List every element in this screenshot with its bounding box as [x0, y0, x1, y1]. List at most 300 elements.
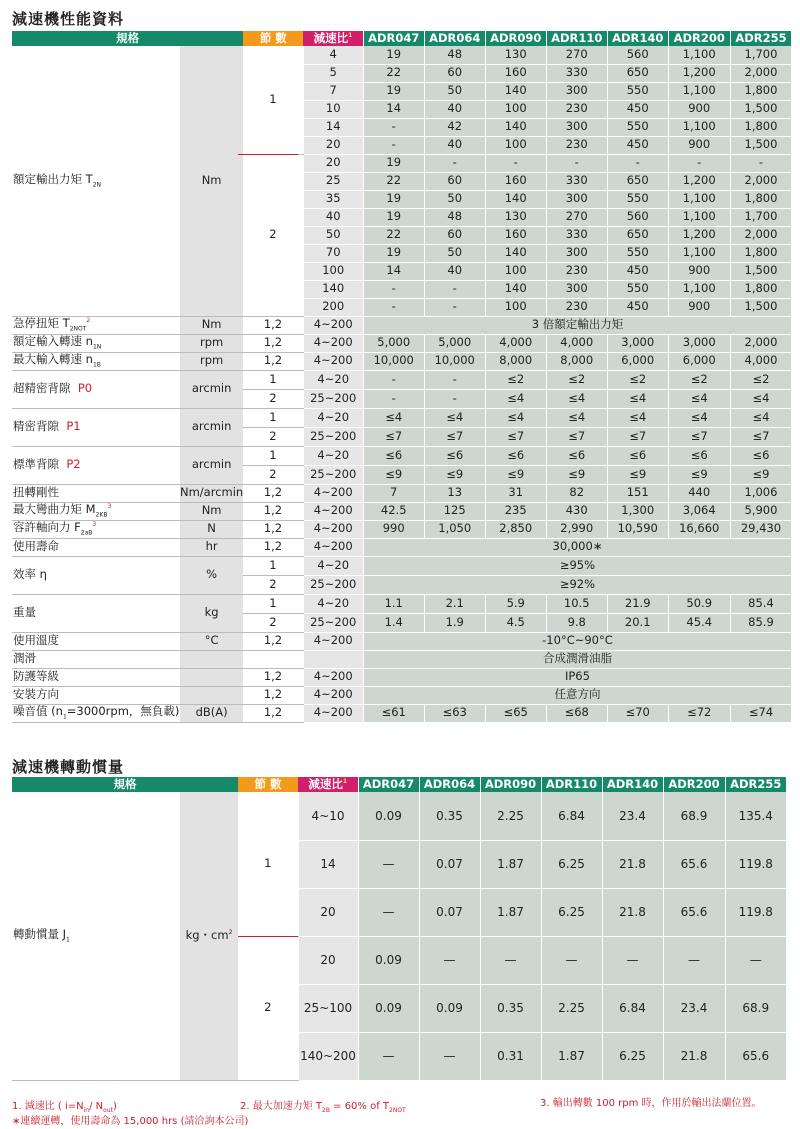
value-cell: 100 — [485, 298, 546, 316]
value-cell: 10.5 — [546, 594, 607, 613]
value-cell: — — [358, 1032, 419, 1080]
value-cell: 100 — [485, 262, 546, 280]
value-cell: 60 — [424, 64, 485, 82]
value-cell: 2,990 — [546, 520, 607, 538]
max_speed-ratio: 4~200 — [303, 352, 363, 370]
rated_speed-stage: 1,2 — [243, 334, 303, 352]
value-cell: 300 — [546, 280, 607, 298]
value-cell: 16,660 — [668, 520, 730, 538]
ratio-cell: 200 — [303, 298, 363, 316]
value-cell: 50.9 — [668, 594, 730, 613]
value-cell: 119.8 — [725, 840, 786, 888]
table-row — [12, 334, 791, 352]
estop-ratio: 4~200 — [303, 316, 363, 334]
value-cell: 42 — [424, 118, 485, 136]
ratio-cell: 20 — [298, 936, 358, 984]
value-cell: 330 — [546, 226, 607, 244]
ip-value: IP65 — [363, 668, 791, 686]
value-cell: 550 — [607, 244, 668, 262]
value-cell: ≤4 — [730, 389, 791, 408]
life-value: 30,000∗ — [363, 538, 791, 556]
value-cell: ≤68 — [546, 704, 607, 722]
value-cell: 160 — [485, 64, 546, 82]
value-cell: 1,200 — [668, 226, 730, 244]
footnote-4: ∗連續運轉，使用壽命為 15,000 hrs (請洽詢本公司) — [12, 1116, 249, 1127]
value-cell: 21.8 — [602, 840, 663, 888]
ratio-cell: 100 — [303, 262, 363, 280]
value-cell: 85.4 — [730, 594, 791, 613]
value-cell: 6.25 — [602, 1032, 663, 1080]
estop-unit: Nm — [180, 316, 243, 334]
value-cell: 1.87 — [480, 888, 541, 936]
value-cell: ≤4 — [424, 408, 485, 427]
stage-1: 1 — [243, 46, 303, 154]
value-cell: 23.4 — [602, 792, 663, 840]
footnote-1: 1. 減速比 ( $i=N_{in}/$ $N_{out}$) — [12, 1101, 117, 1114]
ratio-cell: 25~200 — [303, 427, 363, 446]
table-row — [12, 632, 791, 650]
value-cell: 1,006 — [730, 484, 791, 502]
header-model: ADR047 — [363, 31, 424, 46]
stage-cell: 2 — [243, 389, 303, 408]
value-cell: — — [480, 936, 541, 984]
value-cell: — — [663, 936, 725, 984]
bending-unit: Nm — [180, 502, 243, 520]
header-model: ADR140 — [607, 31, 668, 46]
value-cell: ≤2 — [730, 370, 791, 389]
value-cell: 100 — [485, 136, 546, 154]
value-cell: 8,000 — [546, 352, 607, 370]
axial-ratio: 4~200 — [303, 520, 363, 538]
value-cell: - — [424, 154, 485, 172]
value-cell: - — [363, 280, 424, 298]
table-row — [12, 316, 791, 334]
value-cell: 1,800 — [730, 82, 791, 100]
ratio-cell: 4~20 — [303, 370, 363, 389]
value-cell: ≤4 — [730, 408, 791, 427]
header-row — [12, 31, 791, 46]
value-cell: 50 — [424, 82, 485, 100]
value-cell: 0.07 — [419, 840, 480, 888]
value-cell: 900 — [668, 262, 730, 280]
eff-value: ≥92% — [363, 575, 791, 594]
table-row — [12, 446, 791, 465]
ratio-cell: 25~200 — [303, 575, 363, 594]
table-row — [12, 556, 791, 575]
value-cell: 6,000 — [607, 352, 668, 370]
header-stage: 節 數 — [238, 777, 298, 792]
value-cell: 1,500 — [730, 136, 791, 154]
rated-torque-label: 額定輸出力矩 $T_{2N}$ — [12, 46, 180, 316]
value-cell: 19 — [363, 46, 424, 64]
value-cell: ≤6 — [485, 446, 546, 465]
value-cell: 230 — [546, 100, 607, 118]
table-row — [12, 408, 791, 427]
value-cell: ≤6 — [424, 446, 485, 465]
value-cell: 300 — [546, 118, 607, 136]
value-cell: 330 — [546, 64, 607, 82]
life-ratio: 4~200 — [303, 538, 363, 556]
temp-stage: 1,2 — [243, 632, 303, 650]
value-cell: 1,500 — [730, 262, 791, 280]
axial-label: 容許軸向力 $F_{2aB}^3$ — [12, 520, 180, 538]
value-cell: 1,800 — [730, 118, 791, 136]
header-model: ADR047 — [358, 777, 419, 792]
noise-unit: dB(A) — [180, 704, 243, 722]
value-cell: 23.4 — [663, 984, 725, 1032]
stage-cell: 1 — [243, 594, 303, 613]
value-cell: 1,500 — [730, 298, 791, 316]
ratio-cell: 50 — [303, 226, 363, 244]
eff-label: 效率 η — [12, 556, 180, 594]
value-cell: ≤4 — [607, 408, 668, 427]
value-cell: 2.25 — [480, 792, 541, 840]
value-cell: 48 — [424, 208, 485, 226]
ratio-cell: 20 — [303, 136, 363, 154]
estop-value: 3 倍額定輸出力矩 — [363, 316, 791, 334]
value-cell: - — [363, 118, 424, 136]
value-cell: ≤4 — [607, 389, 668, 408]
table-row — [12, 352, 791, 370]
value-cell: 1,200 — [668, 64, 730, 82]
ratio-cell: 14 — [303, 118, 363, 136]
ip-ratio: 4~200 — [303, 668, 363, 686]
value-cell: 1,700 — [730, 208, 791, 226]
value-cell: 40 — [424, 100, 485, 118]
ratio-cell: 35 — [303, 190, 363, 208]
value-cell: — — [358, 840, 419, 888]
value-cell: 160 — [485, 226, 546, 244]
mount-unit — [180, 686, 243, 704]
eff-unit: % — [180, 556, 243, 594]
stage-cell: 1 — [243, 556, 303, 575]
value-cell: 0.35 — [480, 984, 541, 1032]
value-cell: 0.07 — [419, 888, 480, 936]
value-cell: 2,000 — [730, 334, 791, 352]
value-cell: ≤6 — [607, 446, 668, 465]
value-cell: 300 — [546, 244, 607, 262]
value-cell: - — [363, 298, 424, 316]
value-cell: 2,850 — [485, 520, 546, 538]
value-cell: ≤7 — [485, 427, 546, 446]
value-cell: 1,800 — [730, 280, 791, 298]
max_speed-label: 最大輸入轉速 $n_{1B}$ — [12, 352, 180, 370]
value-cell: 1,100 — [668, 118, 730, 136]
value-cell: 0.35 — [419, 792, 480, 840]
value-cell: ≤9 — [363, 465, 424, 484]
value-cell: - — [424, 389, 485, 408]
value-cell: 100 — [485, 100, 546, 118]
ratio-cell: 25~100 — [298, 984, 358, 1032]
table-row — [12, 502, 791, 520]
value-cell: 65.6 — [725, 1032, 786, 1080]
value-cell: 1,500 — [730, 100, 791, 118]
ratio-cell: 20 — [303, 154, 363, 172]
value-cell: 65.6 — [663, 840, 725, 888]
value-cell: 550 — [607, 82, 668, 100]
value-cell: 1,100 — [668, 208, 730, 226]
value-cell: ≤7 — [424, 427, 485, 446]
value-cell: 4,000 — [730, 352, 791, 370]
value-cell: 900 — [668, 100, 730, 118]
bending-ratio: 4~200 — [303, 502, 363, 520]
ratio-cell: 25~200 — [303, 465, 363, 484]
value-cell: 3,000 — [668, 334, 730, 352]
value-cell: 450 — [607, 262, 668, 280]
value-cell: ≤2 — [668, 370, 730, 389]
ratio-cell: 25~200 — [303, 613, 363, 632]
value-cell: 10,000 — [363, 352, 424, 370]
stage-cell: 2 — [243, 575, 303, 594]
value-cell: 5.9 — [485, 594, 546, 613]
value-cell: ≤70 — [607, 704, 668, 722]
rated-torque-unit: Nm — [180, 46, 243, 316]
value-cell: 60 — [424, 172, 485, 190]
value-cell: 1,800 — [730, 190, 791, 208]
ratio-cell: 14 — [298, 840, 358, 888]
value-cell: 21.9 — [607, 594, 668, 613]
value-cell: ≤61 — [363, 704, 424, 722]
inertia-table-title: 減速機轉動慣量 — [12, 758, 125, 776]
life-unit: hr — [180, 538, 243, 556]
value-cell: ≤65 — [485, 704, 546, 722]
value-cell: 7 — [363, 484, 424, 502]
value-cell: ≤4 — [546, 408, 607, 427]
value-cell: 140 — [485, 190, 546, 208]
ratio-cell: 10 — [303, 100, 363, 118]
value-cell: 1,100 — [668, 46, 730, 64]
temp-ratio: 4~200 — [303, 632, 363, 650]
table-row — [12, 686, 791, 704]
stage-1: 1 — [238, 792, 298, 936]
value-cell: 2.25 — [541, 984, 602, 1032]
value-cell: 119.8 — [725, 888, 786, 936]
lube-ratio — [303, 650, 363, 668]
value-cell: 60 — [424, 226, 485, 244]
max_speed-stage: 1,2 — [243, 352, 303, 370]
header-spec: 規格 — [12, 31, 243, 46]
value-cell: ≤9 — [424, 465, 485, 484]
value-cell: 65.6 — [663, 888, 725, 936]
value-cell: 22 — [363, 226, 424, 244]
ip-label: 防護等級 — [12, 668, 180, 686]
value-cell: 19 — [363, 82, 424, 100]
value-cell: ≤9 — [607, 465, 668, 484]
value-cell: ≤6 — [546, 446, 607, 465]
header-model: ADR140 — [602, 777, 663, 792]
header-model: ADR255 — [730, 31, 791, 46]
footnote-2: 2. 最大加速力矩 $T_{2B} = 60\%$ of $T_{2NOT}$ — [240, 1101, 406, 1114]
value-cell: — — [419, 1032, 480, 1080]
header-row — [12, 777, 786, 792]
value-cell: 22 — [363, 172, 424, 190]
backlash-label: 標準背隙 P2 — [12, 446, 180, 484]
stage-cell: 2 — [243, 465, 303, 484]
bending-label: 最大彎曲力矩 $M_{2KB}^3$ — [12, 502, 180, 520]
value-cell: 450 — [607, 136, 668, 154]
value-cell: 6.84 — [541, 792, 602, 840]
table-row — [12, 650, 791, 668]
value-cell: 1,100 — [668, 280, 730, 298]
value-cell: 10,590 — [607, 520, 668, 538]
value-cell: 1.1 — [363, 594, 424, 613]
value-cell: 68.9 — [663, 792, 725, 840]
value-cell: 300 — [546, 82, 607, 100]
value-cell: 3,064 — [668, 502, 730, 520]
value-cell: - — [424, 280, 485, 298]
value-cell: 300 — [546, 190, 607, 208]
rated_speed-unit: rpm — [180, 334, 243, 352]
value-cell: 40 — [424, 136, 485, 154]
ratio-cell: 140~200 — [298, 1032, 358, 1080]
estop-stage: 1,2 — [243, 316, 303, 334]
value-cell: 40 — [424, 262, 485, 280]
ratio-cell: 40 — [303, 208, 363, 226]
value-cell: ≤2 — [607, 370, 668, 389]
value-cell: 10,000 — [424, 352, 485, 370]
axial-unit: N — [180, 520, 243, 538]
value-cell: 6,000 — [668, 352, 730, 370]
value-cell: 50 — [424, 244, 485, 262]
table-row — [12, 668, 791, 686]
value-cell: 230 — [546, 298, 607, 316]
value-cell: 1.87 — [480, 840, 541, 888]
value-cell: 19 — [363, 190, 424, 208]
value-cell: 0.09 — [358, 792, 419, 840]
value-cell: ≤6 — [363, 446, 424, 465]
value-cell: 0.09 — [419, 984, 480, 1032]
value-cell: ≤4 — [668, 408, 730, 427]
value-cell: 29,430 — [730, 520, 791, 538]
temp-label: 使用溫度 — [12, 632, 180, 650]
ratio-cell: 4~10 — [298, 792, 358, 840]
value-cell: 42.5 — [363, 502, 424, 520]
value-cell: ≤4 — [363, 408, 424, 427]
header-ratio: 減速比$^1$ — [303, 31, 363, 46]
header-model: ADR110 — [546, 31, 607, 46]
value-cell: 31 — [485, 484, 546, 502]
backlash-label: 精密背隙 P1 — [12, 408, 180, 446]
value-cell: ≤4 — [485, 389, 546, 408]
header-model: ADR200 — [668, 31, 730, 46]
value-cell: 22 — [363, 64, 424, 82]
value-cell: 650 — [607, 64, 668, 82]
value-cell: - — [546, 154, 607, 172]
footnote-3: 3. 輸出轉數 100 rpm 時，作用於輸出法蘭位置。 — [540, 1098, 762, 1109]
bending-stage: 1,2 — [243, 502, 303, 520]
ratio-cell: 20 — [298, 888, 358, 936]
value-cell: 151 — [607, 484, 668, 502]
value-cell: ≤7 — [363, 427, 424, 446]
header-model: ADR064 — [419, 777, 480, 792]
weight-unit: kg — [180, 594, 243, 632]
lube-unit — [180, 650, 243, 668]
value-cell: 3,000 — [607, 334, 668, 352]
header-ratio: 減速比$^1$ — [298, 777, 358, 792]
life-label: 使用壽命 — [12, 538, 180, 556]
value-cell: 330 — [546, 172, 607, 190]
value-cell: 270 — [546, 46, 607, 64]
value-cell: 450 — [607, 298, 668, 316]
table-row — [12, 538, 791, 556]
stage-divider-line — [238, 936, 298, 937]
value-cell: 4,000 — [485, 334, 546, 352]
ratio-cell: 7 — [303, 82, 363, 100]
table-row — [12, 46, 791, 64]
ratio-cell: 4~20 — [303, 594, 363, 613]
value-cell: 2.1 — [424, 594, 485, 613]
value-cell: 1.87 — [541, 1032, 602, 1080]
value-cell: 650 — [607, 226, 668, 244]
value-cell: 19 — [363, 244, 424, 262]
ratio-cell: 4 — [303, 46, 363, 64]
backlash-unit: arcmin — [180, 446, 243, 484]
value-cell: 140 — [485, 280, 546, 298]
backlash-unit: arcmin — [180, 408, 243, 446]
value-cell: 8,000 — [485, 352, 546, 370]
header-model: ADR090 — [480, 777, 541, 792]
ratio-cell: 25 — [303, 172, 363, 190]
value-cell: ≤6 — [668, 446, 730, 465]
value-cell: 900 — [668, 136, 730, 154]
value-cell: - — [607, 154, 668, 172]
value-cell: ≤7 — [546, 427, 607, 446]
value-cell: 650 — [607, 172, 668, 190]
value-cell: ≤63 — [424, 704, 485, 722]
backlash-unit: arcmin — [180, 370, 243, 408]
value-cell: — — [358, 888, 419, 936]
stage-cell: 1 — [243, 370, 303, 389]
value-cell: 4.5 — [485, 613, 546, 632]
ratio-cell: 25~200 — [303, 389, 363, 408]
value-cell: 48 — [424, 46, 485, 64]
value-cell: — — [725, 936, 786, 984]
stage-2: 2 — [243, 154, 303, 316]
header-model: ADR090 — [485, 31, 546, 46]
value-cell: 230 — [546, 262, 607, 280]
value-cell: - — [485, 154, 546, 172]
performance-table-title: 減速機性能資料 — [12, 10, 125, 28]
value-cell: 1,800 — [730, 244, 791, 262]
value-cell: 19 — [363, 154, 424, 172]
value-cell: 900 — [668, 298, 730, 316]
mount-ratio: 4~200 — [303, 686, 363, 704]
eff-value: ≥95% — [363, 556, 791, 575]
value-cell: - — [424, 370, 485, 389]
stage-cell: 2 — [243, 613, 303, 632]
table-row — [12, 704, 791, 722]
ratio-cell: 4~20 — [303, 446, 363, 465]
inertia-label: 轉動慣量 $J_1$ — [12, 792, 180, 1080]
backlash-label: 超精密背隙 P0 — [12, 370, 180, 408]
value-cell: 270 — [546, 208, 607, 226]
performance-table — [12, 31, 791, 723]
value-cell: 140 — [485, 118, 546, 136]
value-cell: 21.8 — [663, 1032, 725, 1080]
value-cell: ≤9 — [730, 465, 791, 484]
value-cell: 68.9 — [725, 984, 786, 1032]
value-cell: 4,000 — [546, 334, 607, 352]
header-model: ADR255 — [725, 777, 786, 792]
value-cell: 2,000 — [730, 64, 791, 82]
value-cell: ≤4 — [668, 389, 730, 408]
value-cell: ≤7 — [668, 427, 730, 446]
value-cell: 550 — [607, 280, 668, 298]
value-cell: 1.4 — [363, 613, 424, 632]
value-cell: - — [363, 136, 424, 154]
stiffness-stage: 1,2 — [243, 484, 303, 502]
value-cell: 21.8 — [602, 888, 663, 936]
